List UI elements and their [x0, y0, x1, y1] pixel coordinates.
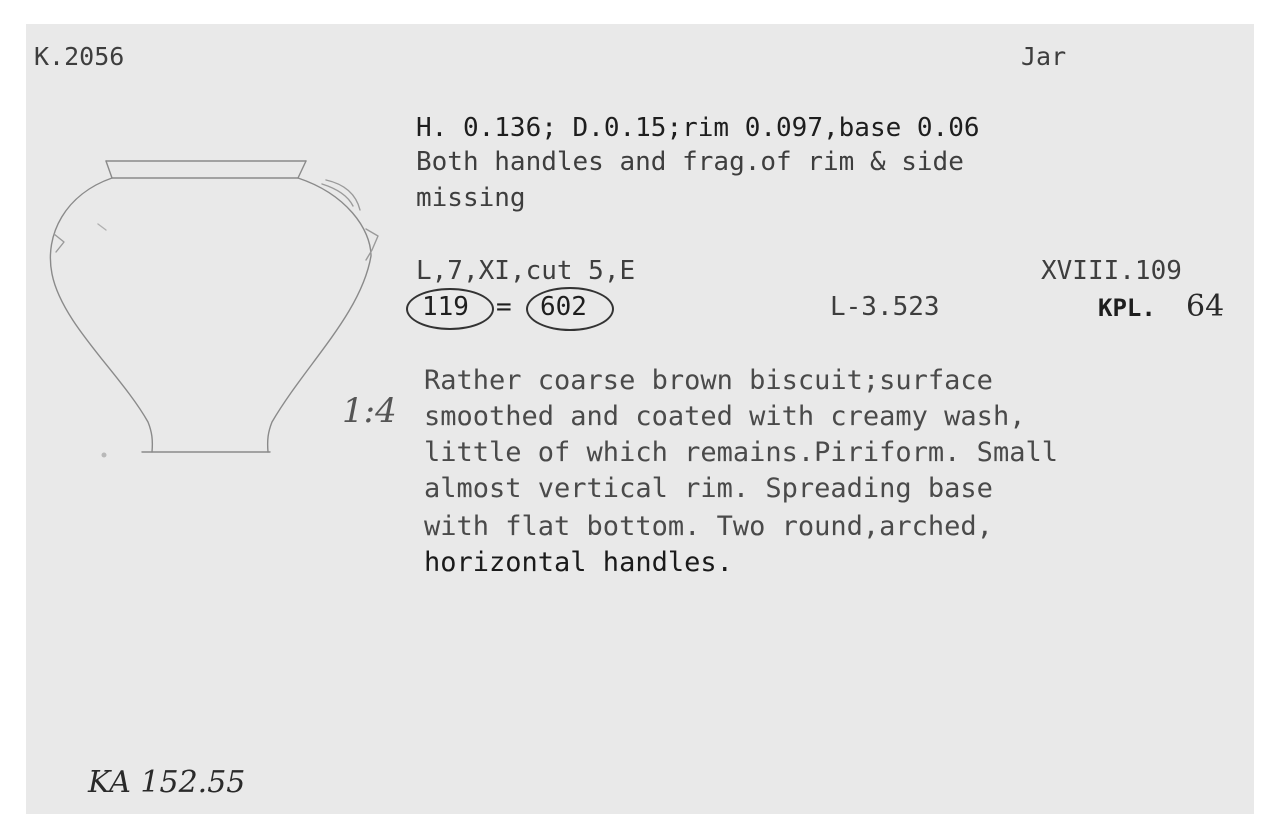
condition-line: Both handles and frag.of rim & side: [416, 147, 964, 177]
description-line: almost vertical rim. Spreading base: [424, 473, 993, 504]
description-line: Rather coarse brown biscuit;surface: [424, 365, 993, 396]
equals-sign: =: [496, 292, 512, 322]
condition-line: missing: [416, 183, 526, 213]
scale-note: 1:4: [342, 391, 397, 431]
catalog-number: K.2056: [34, 42, 125, 71]
handwritten-accession-number: KA 152.55: [88, 765, 246, 800]
circled-reference-number: 119: [422, 292, 469, 322]
object-type: Jar: [1021, 42, 1067, 71]
description-line: horizontal handles.: [424, 547, 733, 578]
findspot: L,7,XI,cut 5,E: [416, 256, 636, 286]
circled-reference-number: 602: [540, 292, 587, 322]
catalog-card: [26, 24, 1254, 814]
description-line: little of which remains.Piriform. Small: [424, 437, 1058, 468]
description-line: smoothed and coated with creamy wash,: [424, 401, 1026, 432]
dimensions-line: H. 0.136; D.0.15;rim 0.097,base 0.06: [416, 113, 980, 143]
reference-roman: XVIII.109: [1041, 256, 1182, 286]
description-line: with flat bottom. Two round,arched,: [424, 511, 993, 542]
kpl-number: 64: [1186, 289, 1225, 324]
kpl-label: KPL.: [1098, 294, 1156, 322]
l-reference: L-3.523: [830, 292, 940, 322]
